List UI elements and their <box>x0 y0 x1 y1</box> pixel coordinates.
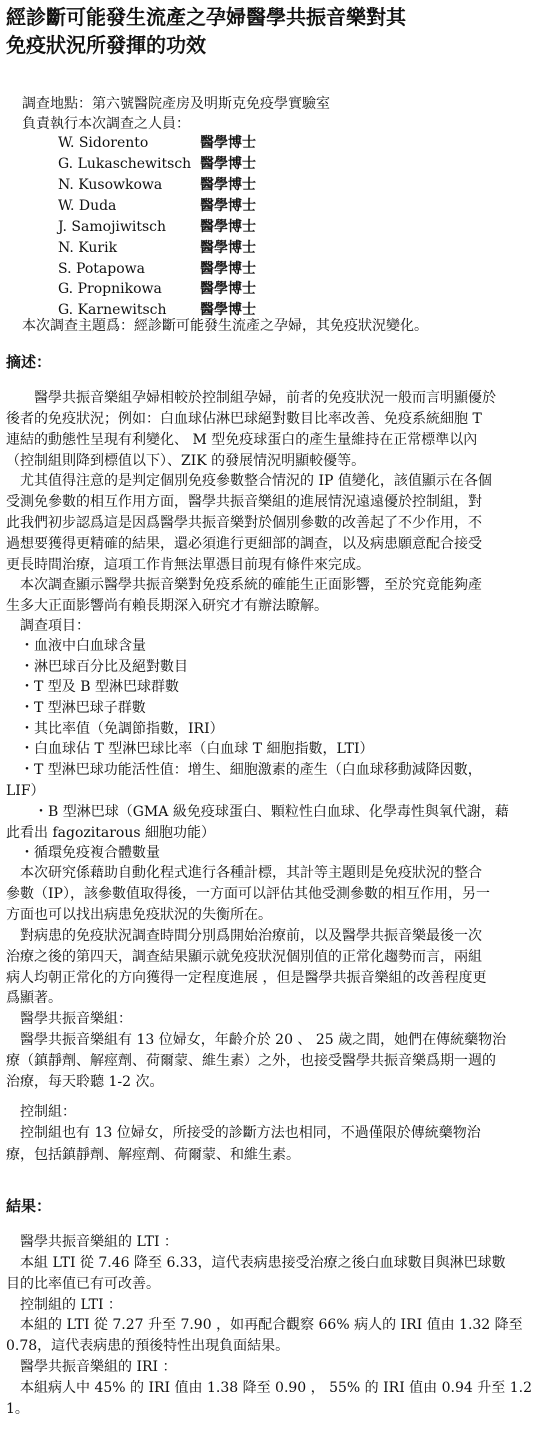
paragraph-line: 醫學共振音樂組有 13 位婦女，年齡介於 20 、 25 歲之間，她們在傳統藥物治 <box>20 1032 507 1049</box>
results-heading: 結果： <box>6 1196 52 1215</box>
paragraph-line: 生多大正面影響尚有賴長期深入研究才有辦法瞭解。 <box>6 597 328 614</box>
investigator-degree: 醫學博士 <box>200 302 256 319</box>
paragraph-line: 本次研究係藉助自動化程式進行各種計標，其計等主題則是免疫狀況的整合 <box>20 865 482 881</box>
paragraph-line: 目的比率值已有可改善。 <box>6 1275 160 1292</box>
survey-topic: 本次調查主題爲：經診斷可能發生流產之孕婦，其免疫狀況變化。 <box>22 317 428 334</box>
paragraph-line: 方面也可以找出病患免疫狀況的失衡所在。 <box>6 906 272 923</box>
list-item: ・T 型淋巴球子群數 <box>20 699 146 716</box>
results-label-control-lti: 控制組的 LTI ： <box>20 1296 122 1313</box>
paragraph-line: 過想要獲得更精確的結果，還必須進行更細部的調查，以及病患願意配合接受 <box>6 536 482 553</box>
paragraph-line: 醫學共振音樂組孕婦相較於控制組孕婦，前者的免疫狀況一般而言明顯優於 <box>34 389 496 406</box>
investigator-degree: 醫學博士 <box>200 218 256 235</box>
paragraph-line: 參數（IP），該參數值取得後，一方面可以評估其他受測參數的相互作用，另一 <box>6 885 490 902</box>
paragraph-line: 對病患的免疫狀況調查時間分別爲開始治療前，以及醫學共振音樂最後一次 <box>20 927 482 944</box>
investigator-name: G. Lukaschewitsch <box>58 155 192 172</box>
paragraph-line: 療（鎮靜劑、解痙劑、荷爾蒙、維生素）之外，也接受醫學共振音樂爲期一週的 <box>6 1053 496 1070</box>
paragraph-line: 治療之後的第四天，調查結果顯示就免疫狀況個別值的正常化趨勢而言，兩組 <box>6 948 482 965</box>
investigator-degree: 醫學博士 <box>200 155 256 172</box>
abstract-heading: 摘述： <box>6 352 52 371</box>
investigator-name: W. Duda <box>58 197 117 214</box>
paragraph-line: 爲顯著。 <box>6 990 62 1007</box>
survey-items-label: 調查項目： <box>20 617 90 634</box>
investigator-name: N. Kurik <box>58 239 118 256</box>
paragraph-line: 0.78，這代表病患的預後特性出現負面結果。 <box>6 1338 290 1355</box>
list-item: ・T 型及 B 型淋巴球群數 <box>20 678 179 695</box>
paragraph-line: 本組病人中 45% 的 IRI 值由 1.38 降至 0.90 ， 55% 的 IRI 值由 0.94 升至 1.2 <box>20 1380 532 1397</box>
investigator-name: G. Propnikowa <box>58 281 162 298</box>
survey-location: 調查地點：第六號醫院產房及明斯克免疫學實驗室 <box>22 96 330 112</box>
investigator-name: G. Karnewitsch <box>58 302 167 319</box>
investigator-name: S. Potapowa <box>58 260 145 277</box>
investigator-degree: 醫學博士 <box>200 239 256 256</box>
paragraph-line: 後者的免疫狀況；例如：白血球佔淋巴球絕對數目比率改善、免疫系統細胞 T <box>6 410 482 427</box>
paragraph-line: 連結的動態性呈現有利變化、 M 型免疫球蛋白的產生量維持在正常標準以內 <box>6 431 478 448</box>
paragraph-line: 治療，每天聆聽 1-2 次。 <box>6 1074 164 1090</box>
paragraph-line: 本組的 LTI 從 7.27 升至 7.90 ，如再配合觀察 66% 病人的 IRI 值由 1.32 降至 <box>20 1317 523 1334</box>
document-title-line-1: 經診斷可能發生流產之孕婦醫學共振音樂對其 <box>6 4 406 29</box>
list-item: ・T 型淋巴球功能活性值：增生、細胞激素的產生（白血球移動減降因數， <box>20 762 482 779</box>
paragraph-line: 本組 LTI 從 7.46 降至 6.33，這代表病患接受治療之後白血球數目與淋巴球數 <box>20 1254 506 1271</box>
list-item: ・血液中白血球含量 <box>20 637 146 654</box>
investigator-degree: 醫學博士 <box>200 135 256 151</box>
paragraph-line: 控制組也有 13 位婦女，所接受的診斷方法也相同，不過僅限於傳統藥物治 <box>20 1125 481 1142</box>
investigator-name: J. Samojiwitsch <box>58 218 167 235</box>
investigator-name: N. Kusowkowa <box>58 176 163 193</box>
paragraph-line: （控制組則降到標值以下）、ZIK 的發展情況明顯較優等。 <box>6 452 366 469</box>
staff-label: 負責執行本次調查之人員： <box>22 116 190 132</box>
paragraph-line: 1。 <box>6 1401 29 1417</box>
list-item: ・淋巴球百分比及絕對數目 <box>20 658 188 675</box>
list-item: ・其比率值（免調節指數，IRI） <box>20 720 224 737</box>
investigator-name: W. Sidorento <box>58 135 149 151</box>
document-title-line-2: 免疫狀況所發揮的功效 <box>6 33 206 58</box>
results-label-music-iri: 醫學共振音樂組的 IRI ： <box>20 1359 177 1376</box>
paragraph-line: 此我們初步認爲這是因爲醫學共振音樂對於個別參數的改善起了不少作用，不 <box>6 515 482 532</box>
investigator-degree: 醫學博士 <box>200 176 256 193</box>
paragraph-line: 病人均朝正常化的方向獲得一定程度進展 ，但是醫學共振音樂組的改善程度更 <box>6 969 487 986</box>
list-item: ・B 型淋巴球（GMA 級免疫球蛋白、顆粒性白血球、化學毒性與氧代謝，藉 <box>34 804 509 821</box>
paragraph-line: 尤其值得注意的是判定個別免疫參數整合情況的 IP 值變化，該值顯示在各個 <box>20 473 492 490</box>
list-item: ・循環免疫複合體數量 <box>20 845 160 861</box>
list-item: ・白血球佔 T 型淋巴球比率（白血球 T 細胞指數，LTI） <box>20 741 374 758</box>
paragraph-line: 本次調查顯示醫學共振音樂對免疫系統的確能生正面影響，至於究竟能夠產 <box>20 577 482 593</box>
group-label-music: 醫學共振音樂組： <box>20 1011 132 1028</box>
investigator-degree: 醫學博士 <box>200 281 256 298</box>
list-item-continuation: LIF） <box>6 783 45 800</box>
paragraph-line: 療，包括鎮靜劑、解痙劑、荷爾蒙、和維生素。 <box>6 1147 300 1164</box>
paragraph-line: 受測免參數的相互作用方面，醫學共振音樂組的進展情況遠遠優於控制組，對 <box>6 494 482 511</box>
list-item-continuation: 此看出 fagozitarous 細胞功能） <box>6 825 215 841</box>
investigator-degree: 醫學博士 <box>200 197 256 214</box>
results-label-music-lti: 醫學共振音樂組的 LTI ： <box>20 1233 178 1250</box>
paragraph-line: 更長時間治療，這項工作肯無法單憑目前現有條件來完成。 <box>6 557 370 573</box>
group-label-control: 控制組： <box>20 1103 76 1120</box>
investigator-degree: 醫學博士 <box>200 260 256 277</box>
